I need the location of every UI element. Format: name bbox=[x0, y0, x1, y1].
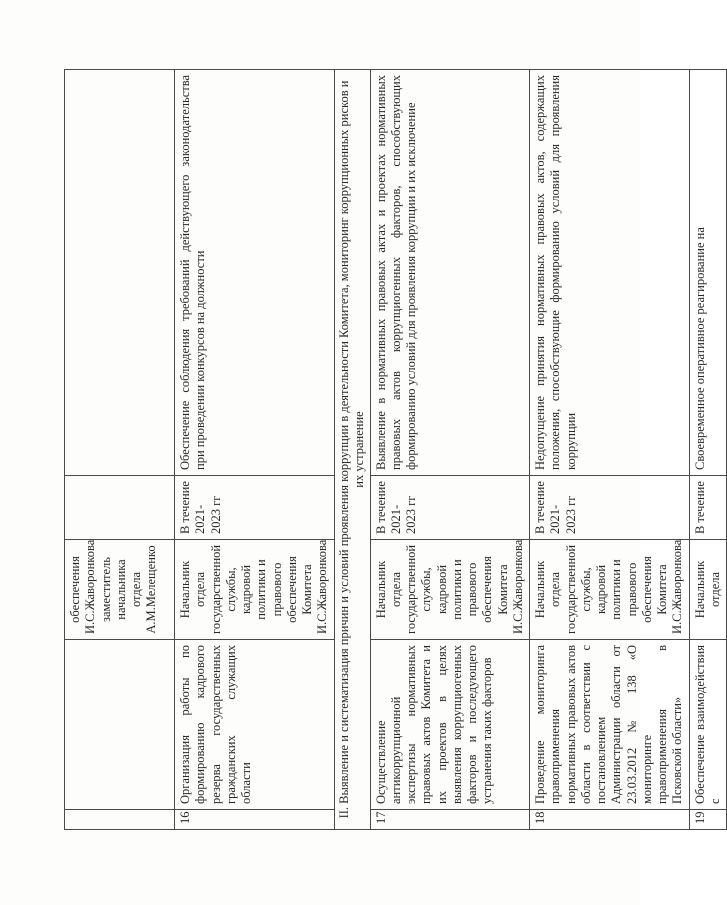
table-row bbox=[175, 70, 335, 830]
term-text: В течение 2021-2023 гг bbox=[175, 476, 335, 540]
cell-executor bbox=[689, 540, 727, 640]
row-number: 16 bbox=[175, 810, 335, 830]
executor-text: Начальник отдела государственной службы, кадровой политики и правового обеспечения Комитета И.С.Жаворонкова bbox=[533, 539, 685, 634]
result-text: Недопущение принятия нормативных правовых актов, содержащих положения, способствующие формированию условий для проявления коррупции bbox=[530, 70, 690, 476]
section-heading: II. Выявление и систематизация причин и условий проявления коррупции в деятельности Комитета, мониторинг коррупционных рисков и их устранение bbox=[334, 70, 370, 830]
term-text: В течение bbox=[689, 476, 727, 540]
table-row bbox=[370, 70, 530, 830]
result-text: Своевременное оперативное реагирование на bbox=[689, 70, 727, 476]
measure-text: Проведение мониторинга правоприменения нормативных правовых актов области в соответствии с постановлением Администрации области от 23.03.2012 № 138 «О мониторинге правоприменения в Псковской области» bbox=[530, 640, 690, 810]
row-number: 19 bbox=[689, 810, 727, 830]
row-number: 17 bbox=[370, 810, 530, 830]
executor-text: обеспечения И.С.Жаворонкова заместитель начальника отдела А.М.Мелещенко bbox=[68, 539, 159, 634]
table-row bbox=[689, 70, 727, 830]
cell-result bbox=[65, 70, 175, 476]
cell-executor bbox=[530, 540, 690, 640]
executor-text: Начальник отдела государственной службы, кадровой политики и правового обеспечения Комитета И.С.Жаворонкова bbox=[178, 539, 330, 634]
result-text: Обеспечение соблюдения требований действующего законодательства при проведении конкурсов на должности bbox=[175, 70, 335, 476]
section-row bbox=[334, 70, 370, 830]
cell-num bbox=[65, 810, 175, 830]
result-text: Выявление в нормативных правовых актах и проектах нормативных правовых актов коррупциогенных факторов, способствующих формированию условий для проявления коррупции и их исключение bbox=[370, 70, 530, 476]
cell-executor bbox=[65, 540, 175, 640]
term-text: В течение 2021-2023 гг bbox=[370, 476, 530, 540]
cell-executor bbox=[370, 540, 530, 640]
executor-text: Начальник отдела государственной службы, кадровой политики и правового обеспечения Комитета И.С.Жаворонкова bbox=[373, 539, 525, 634]
measure-text: Организация работы по формированию кадрового резерва государственных гражданских служащих области bbox=[175, 640, 335, 810]
cell-term bbox=[65, 476, 175, 540]
table-row bbox=[65, 70, 175, 830]
table-row bbox=[530, 70, 690, 830]
measure-text: Обеспечение взаимодействия с bbox=[689, 640, 727, 810]
cell-measure bbox=[65, 640, 175, 810]
cell-executor bbox=[175, 540, 335, 640]
row-number: 18 bbox=[530, 810, 690, 830]
executor-text: Начальник отдела bbox=[692, 560, 722, 619]
term-text: В течение 2021-2023 гг bbox=[530, 476, 690, 540]
measure-text: Осуществление антикоррупционной экспертизы нормативных правовых актов Комитета и их проектов в целях выявления коррупциогенных факторов и последующего устранения таких факторов bbox=[370, 640, 530, 810]
anti-corruption-plan-table bbox=[64, 69, 727, 830]
